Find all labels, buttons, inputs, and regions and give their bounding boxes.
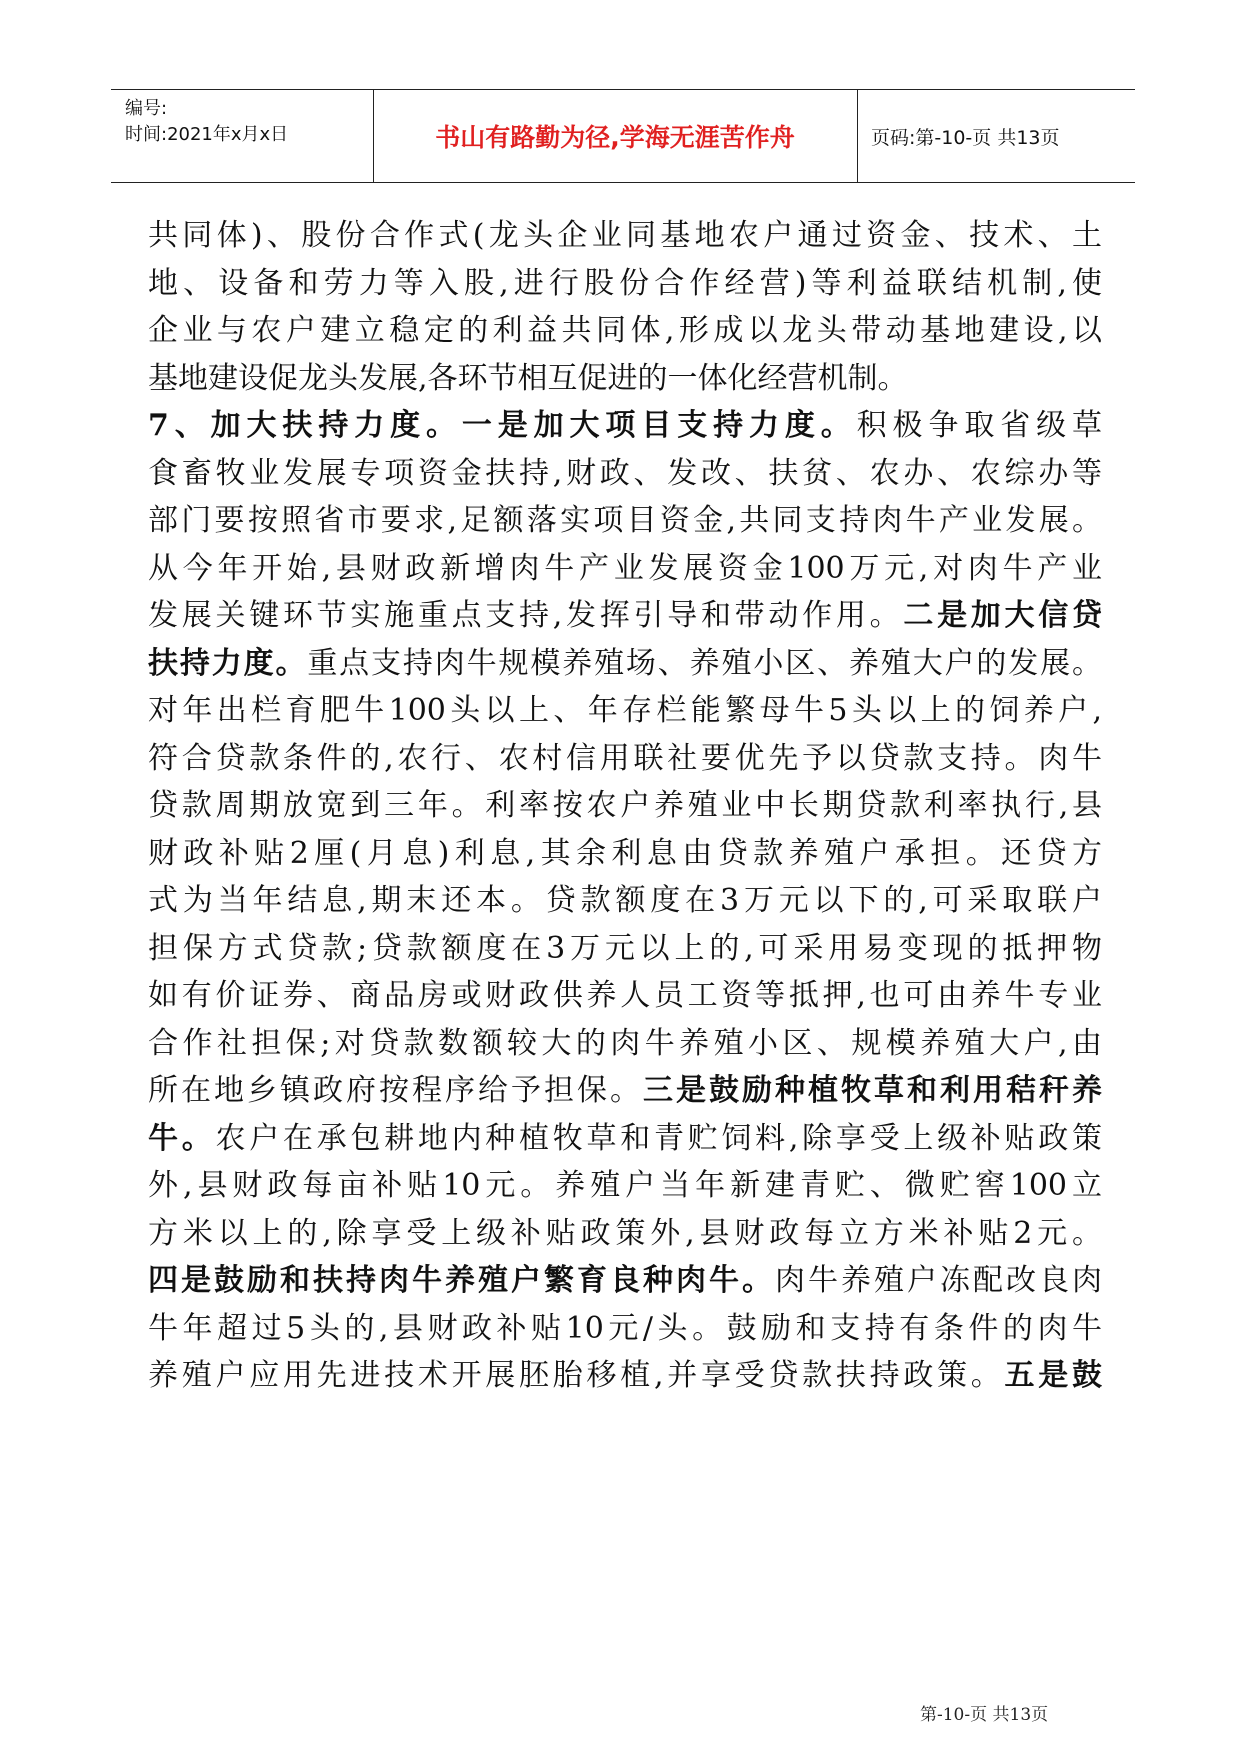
- text-span: 牛年超过5头的,县财政补贴10元/头。鼓励和支持有条件的肉牛: [148, 1310, 1102, 1346]
- bold-text: 牛。: [148, 1120, 216, 1156]
- text-span: 合作社担保;对贷款数额较大的肉牛养殖小区、规模养殖大户,由: [148, 1025, 1102, 1061]
- text-line: [148, 1067, 1102, 1115]
- text-span: 发展关键环节实施重点支持,发挥引导和带动作用。: [148, 598, 904, 633]
- header-page-label: 页码:第-10-页 共13页: [871, 126, 1060, 149]
- text-line: [148, 260, 1102, 308]
- text-line: [148, 355, 1102, 403]
- text-line: [148, 687, 1102, 735]
- text-line: [148, 307, 1102, 355]
- text-line: [148, 1352, 1102, 1400]
- text-span: 基地建设促龙头发展,各环节相互促进的一体化经营机制。: [148, 360, 908, 396]
- text-line: [148, 402, 1102, 450]
- text-line: [148, 830, 1102, 878]
- text-span: 养殖户应用先进技术开展胚胎移植,并享受贷款扶持政策。: [148, 1358, 1005, 1393]
- paragraph: [148, 402, 1102, 1400]
- text-span: 食畜牧业发展专项资金扶持,财政、发改、扶贫、农办、农综办等: [148, 455, 1102, 491]
- bold-text: 五是鼓: [1004, 1358, 1102, 1393]
- document-body: [148, 212, 1102, 1400]
- page-footer: 第-10-页 共13页: [920, 1705, 1049, 1725]
- text-span: 担保方式贷款;贷款额度在3万元以上的,可采用易变现的抵押物: [148, 930, 1102, 966]
- text-line: [148, 877, 1102, 925]
- text-line: [148, 1257, 1102, 1305]
- text-span: 积极争取省级草: [856, 408, 1102, 443]
- text-span: 外,县财政每亩补贴10元。养殖户当年新建青贮、微贮窖100立: [148, 1168, 1102, 1203]
- text-line: [148, 1162, 1102, 1210]
- header-meta: [111, 90, 374, 182]
- bold-text: 二是加大信贷: [903, 598, 1102, 633]
- text-line: [148, 1305, 1102, 1353]
- text-line: [148, 1115, 1102, 1163]
- text-span: 地、设备和劳力等入股,进行股份合作经营)等利益联结机制,使: [148, 265, 1102, 301]
- text-span: 如有价证券、商品房或财政供养人员工资等抵押,也可由养牛专业: [148, 978, 1102, 1013]
- paragraph: [148, 212, 1102, 402]
- header-motto: 书山有路勤为径,学海无涯苦作舟: [373, 90, 858, 182]
- text-span: 式为当年结息,期末还本。贷款额度在3万元以下的,可采取联户: [148, 883, 1102, 918]
- text-line: [148, 497, 1102, 545]
- text-span: 所在地乡镇政府按程序给予担保。: [148, 1073, 643, 1108]
- text-line: [148, 925, 1102, 973]
- text-span: 方米以上的,除享受上级补贴政策外,县财政每立方米补贴2元。: [148, 1215, 1102, 1251]
- number-label: 编号:: [125, 98, 168, 119]
- text-span: 部门要按照省市要求,足额落实项目资金,共同支持肉牛产业发展。: [148, 503, 1102, 538]
- text-span: 财政补贴2厘(月息)利息,其余利息由贷款养殖户承担。还贷方: [148, 835, 1102, 871]
- text-line: [148, 1210, 1102, 1258]
- text-span: 符合贷款条件的,农行、农村信用联社要优先予以贷款支持。肉牛: [148, 740, 1102, 776]
- date-label: 时间:2021年x月x日: [125, 124, 289, 145]
- bold-text: 扶持力度。: [148, 645, 308, 681]
- text-line: [148, 545, 1102, 593]
- bold-text: 三是鼓励种植牧草和利用秸秆养: [643, 1073, 1102, 1108]
- text-line: [148, 212, 1102, 260]
- text-line: [148, 592, 1102, 640]
- bold-text: 7、加大扶持力度。一是加大项目支持力度。: [148, 408, 857, 443]
- text-line: [148, 1020, 1102, 1068]
- text-line: [148, 782, 1102, 830]
- text-span: 从今年开始,县财政新增肉牛产业发展资金100万元,对肉牛产业: [148, 550, 1102, 586]
- text-span: 肉牛养殖户冻配改良肉: [775, 1263, 1102, 1298]
- text-span: 企业与农户建立稳定的利益共同体,形成以龙头带动基地建设,以: [148, 313, 1102, 348]
- text-line: [148, 972, 1102, 1020]
- text-span: 贷款周期放宽到三年。利率按农户养殖业中长期贷款利率执行,县: [148, 788, 1102, 823]
- text-span: 重点支持肉牛规模养殖场、养殖小区、养殖大户的发展。: [307, 645, 1102, 681]
- text-span: 对年出栏育肥牛100头以上、年存栏能繁母牛5头以上的饲养户,: [148, 693, 1102, 728]
- text-line: [148, 450, 1102, 498]
- text-line: [148, 735, 1102, 783]
- text-line: [148, 640, 1102, 688]
- bold-text: 四是鼓励和扶持肉牛养殖户繁育良种肉牛。: [148, 1263, 775, 1298]
- page-header: [111, 89, 1135, 183]
- text-span: 农户在承包耕地内种植牧草和青贮饲料,除享受上级补贴政策: [215, 1120, 1102, 1156]
- text-span: 共同体)、股份合作式(龙头企业同基地农户通过资金、技术、土: [148, 218, 1102, 253]
